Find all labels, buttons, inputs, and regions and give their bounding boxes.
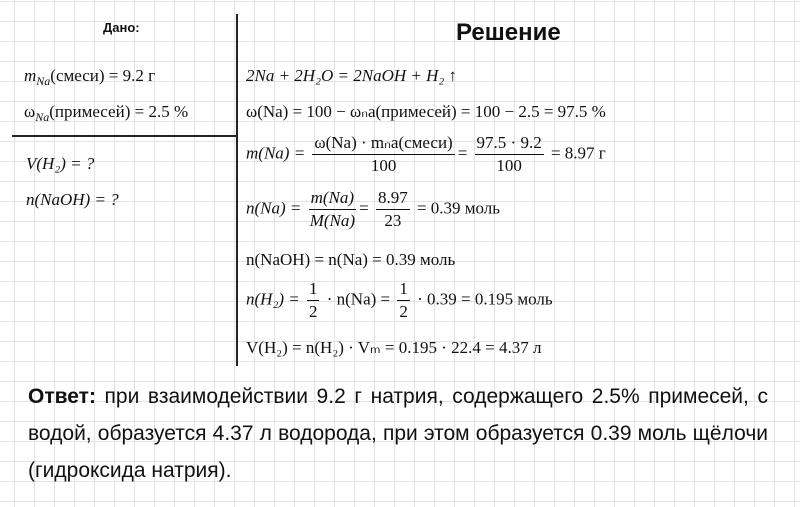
- h2-frac1-den: 2: [308, 302, 318, 321]
- given-title: Дано:: [103, 20, 140, 35]
- reaction-equation: 2Na + 2H₂O = 2NaOH + H₂ ↑: [246, 66, 458, 85]
- given-mass-sub: Na: [36, 74, 51, 88]
- omega-line: ω(Na) = 100 − ωₙa(примесей) = 100 − 2.5 = 97.5 %: [246, 102, 606, 121]
- h2-moles-line: [246, 280, 553, 321]
- moles-line: n(Na) = $\frac{m(Na)}{M(Na)}$ = $\frac{8.97}{23}$ = 0.39 моль: [246, 188, 501, 230]
- h2-result: · 0.39 = 0.195 моль: [417, 289, 553, 309]
- moles-frac1-den: M(Na): [309, 211, 356, 230]
- answer-paragraph: [28, 378, 768, 489]
- mass-frac1-num: ω(Na) · mₙa(смеси): [312, 134, 454, 155]
- answer-label: Ответ:: [28, 385, 96, 408]
- vertical-divider: [236, 14, 238, 366]
- answer-text: при взаимодействии 9.2 г натрия, содержащего 2.5% примесей, с водой, образуется 4.37 л водорода, при этом образуется 0.39 моль щёлочи (гидроксида натрия).: [28, 385, 768, 482]
- solution-title: Решение: [456, 19, 561, 46]
- h2-mid: · n(Na) =: [326, 289, 391, 309]
- mass-frac2-den: 100: [496, 156, 522, 175]
- h2-frac2-num: 1: [397, 280, 410, 301]
- h2-fraction-2: [397, 280, 410, 321]
- h2-lhs: n(H₂) =: [246, 289, 300, 309]
- mass-frac1-den: 100: [370, 156, 397, 175]
- h2-frac2-den: 2: [399, 302, 408, 321]
- find-volume: V(H₂) = ?: [26, 154, 95, 173]
- given-impurity-symbol: ω: [24, 102, 36, 121]
- given-divider: [12, 135, 238, 137]
- volume-line: V(H₂) = n(H₂) · Vₘ = 0.195 · 22.4 = 4.37 л: [246, 338, 542, 357]
- moles-frac2-num: 8.97: [376, 189, 410, 210]
- given-mass-symbol: m: [24, 66, 37, 85]
- moles-lhs: n(Na) =: [246, 198, 302, 218]
- mass-result: = 8.97 г: [550, 143, 606, 163]
- given-mass: [24, 66, 155, 86]
- mass-fraction-2: [475, 134, 544, 175]
- moles-frac2-den: 23: [384, 211, 402, 230]
- given-impurity-sub: Na: [35, 110, 50, 124]
- find-moles: n(NaOH) = ?: [26, 190, 119, 209]
- moles-fraction-1: [309, 189, 356, 230]
- mass-frac2-num: 97.5 · 9.2: [475, 134, 544, 155]
- h2-fraction-1: [307, 280, 320, 321]
- given-mass-text: (смеси) = 9.2 г: [50, 66, 156, 85]
- given-impurity-text: (примесей) = 2.5 %: [49, 102, 189, 121]
- given-impurity: [24, 102, 188, 122]
- moles-fraction-2: [376, 189, 410, 230]
- mass-fraction-1: [312, 134, 454, 175]
- h2-frac1-num: 1: [307, 280, 320, 301]
- mass-line: m(Na) = $\frac{\text{ω(Na) · mₙa(смеси)}}{100}$ = $\frac{97.5 \cdot 9.2}{100}$ = 8.97 г: [246, 133, 606, 175]
- mass-lhs: m(Na) =: [246, 143, 306, 163]
- naoh-line: n(NaOH) = n(Na) = 0.39 моль: [246, 250, 456, 269]
- moles-frac1-num: m(Na): [309, 189, 356, 210]
- moles-result: = 0.39 моль: [416, 198, 501, 218]
